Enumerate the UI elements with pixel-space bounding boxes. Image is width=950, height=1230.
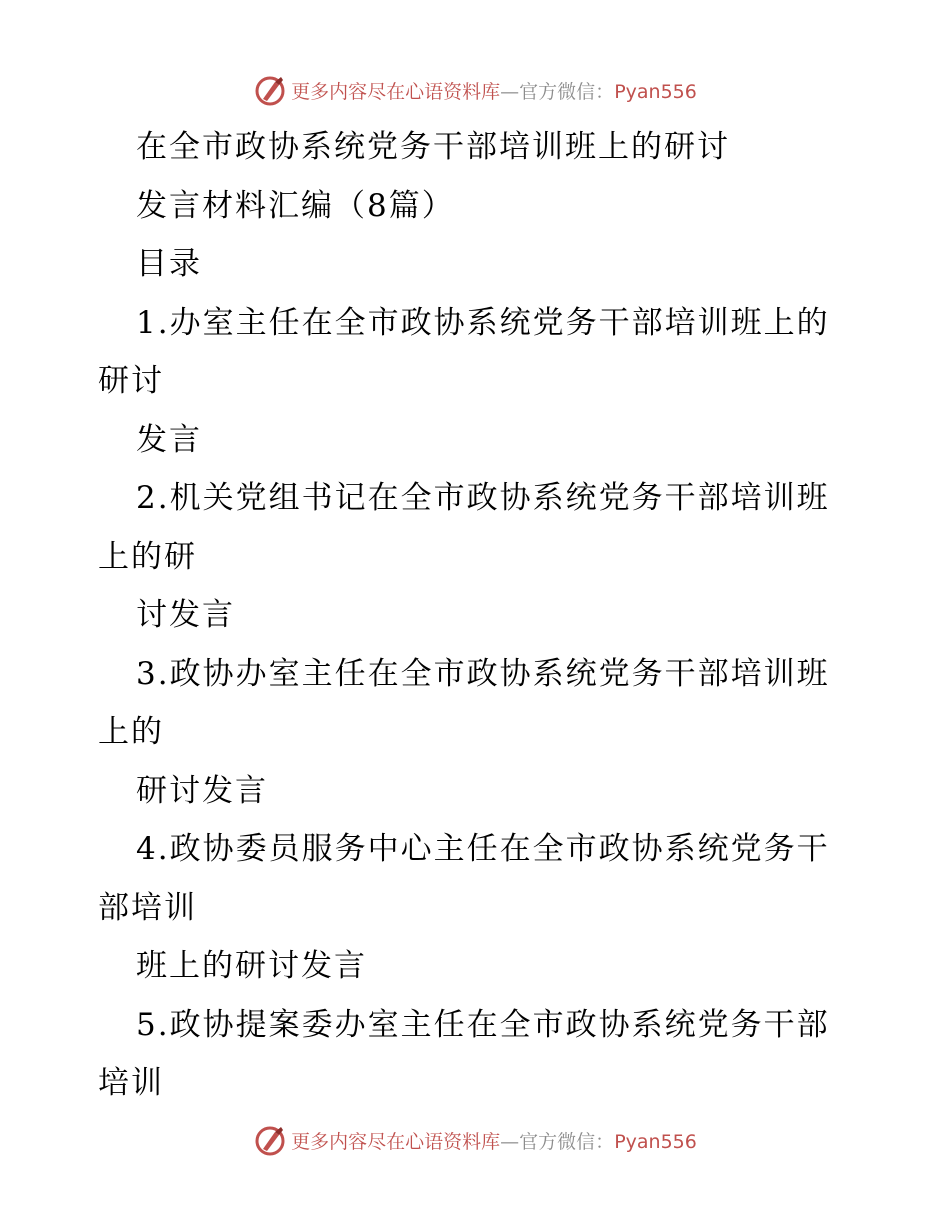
watermark-brand: 更多内容尽在心语资料库 — [291, 1130, 501, 1153]
document-line: 4.政协委员服务中心主任在全市政协系统党务干 — [136, 831, 830, 867]
pen-nib-logo-icon — [253, 73, 287, 107]
document-line: 目录 — [136, 246, 202, 282]
watermark-official-label: 官方微信： — [519, 80, 615, 103]
watermark-wechat-id: Pyan556 — [614, 1130, 697, 1153]
pen-nib-logo-icon — [253, 1123, 287, 1157]
watermark-separator: — — [500, 80, 520, 103]
document-line: 部培训 — [98, 889, 197, 926]
document-line: 发言材料汇编（8篇） — [136, 187, 455, 224]
document-line: 在全市政协系统党务干部培训班上的研讨 — [136, 129, 730, 165]
document-line: 上的 — [98, 714, 164, 750]
header-watermark — [0, 70, 950, 110]
document-line: 1.办室主任在全市政协系统党务干部培训班上的 — [136, 304, 830, 341]
watermark-official-label: 官方微信： — [519, 1130, 615, 1153]
document-line: 班上的研讨发言 — [136, 948, 367, 984]
document-line: 培训 — [98, 1065, 164, 1101]
watermark-separator: — — [500, 1130, 520, 1153]
document-body — [98, 118, 858, 1113]
document-line: 研讨发言 — [136, 772, 268, 809]
document-line: 上的研 — [98, 538, 197, 575]
watermark-text — [291, 77, 697, 104]
document-line: 3.政协办室主任在全市政协系统党务干部培训班 — [136, 655, 830, 692]
watermark-brand: 更多内容尽在心语资料库 — [291, 80, 501, 103]
document-line: 讨发言 — [136, 597, 235, 633]
document-line: 发言 — [136, 421, 202, 458]
watermark-wechat-id: Pyan556 — [614, 80, 697, 103]
document-line: 2.机关党组书记在全市政协系统党务干部培训班 — [136, 480, 830, 516]
footer-watermark — [0, 1120, 950, 1160]
watermark-text — [291, 1127, 697, 1154]
document-line: 5.政协提案委办室主任在全市政协系统党务干部 — [136, 1006, 830, 1043]
document-line: 研讨 — [98, 363, 164, 399]
